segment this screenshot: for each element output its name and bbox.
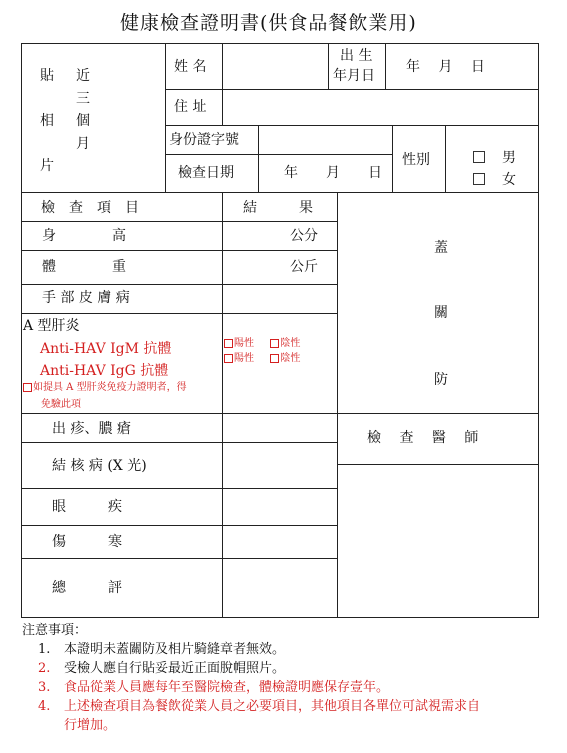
photo-label-col2-4: 月 [76,136,90,152]
note-1-number: 1. [38,642,51,657]
overall-evaluation-label: 總 評 [52,580,122,596]
igg-result-options: 陽性 陰性 [224,354,300,364]
immunity-exemption-note-cont: 免驗此項 [41,399,81,410]
female-checkbox[interactable] [473,173,485,185]
id-number-label: 身份證字號 [169,132,239,148]
stamp-char-3: 防 [434,372,448,388]
photo-label-col2-1: 近 [76,68,90,84]
header-exam-item: 檢 查 項 目 [41,200,139,216]
note-4-number: 4. [38,699,51,714]
igg-positive-checkbox[interactable] [224,354,233,363]
eye-disease-label: 眼 疾 [52,499,122,515]
document-title: 健康檢查證明書(供食品餐飲業用) [120,12,417,34]
photo-label-col1-1: 貼 [40,68,54,84]
exemption-checkbox[interactable] [23,383,32,392]
birth-label-line1: 出 生 [340,48,373,64]
skin-disease-label: 手 部 皮 膚 病 [42,290,130,306]
weight-unit: 公斤 [290,259,318,275]
photo-label-col1-2: 相 [40,113,54,129]
address-field[interactable] [223,90,537,124]
igm-negative-checkbox[interactable] [270,339,279,348]
weight-label: 體 重 [42,259,126,275]
photo-label-col2-3: 個 [76,113,90,129]
male-checkbox[interactable] [473,151,485,163]
hepatitis-a-label: A 型肝炎 [23,318,80,334]
igg-negative-checkbox[interactable] [270,354,279,363]
note-1-text: 本證明未蓋關防及相片騎縫章者無效。 [64,642,286,657]
name-label: 姓 名 [174,59,207,75]
male-label: 男 [502,150,516,166]
notes-heading: 注意事項： [22,623,88,638]
address-label: 住 址 [174,99,207,115]
photo-label-col2-2: 三 [76,91,90,107]
id-number-field[interactable] [259,126,391,153]
photo-label-col1-3: 片 [40,158,54,174]
exam-date-value[interactable]: 年 月 日 [284,165,382,181]
note-4-text: 上述檢查項目為餐飲從業人員之必要項目，其他項目各單位可試視需求自 [64,699,481,714]
igm-result-options: 陽性 陰性 [224,339,300,349]
rash-label: 出 疹、膿 瘡 [52,421,131,437]
doctor-signature-area[interactable] [338,465,538,616]
tuberculosis-label: 結 核 病 (X 光) [52,458,147,474]
immunity-exemption-note: 如提具 A 型肝炎免疫力證明者，得 [23,383,187,393]
gender-label: 性別 [402,152,430,168]
igm-antibody-label: Anti-HAV IgM 抗體 [40,341,172,357]
birth-label-line2: 年月日 [333,68,375,84]
note-2-text: 受檢人應自行貼妥最近正面脫帽照片。 [64,661,286,676]
name-field[interactable] [223,44,327,88]
stamp-char-1: 蓋 [434,240,448,256]
female-label: 女 [502,172,516,188]
note-3-number: 3. [38,680,51,695]
igg-antibody-label: Anti-HAV IgG 抗體 [40,363,169,379]
examining-doctor-label: 檢 查 醫 師 [367,430,479,446]
typhoid-label: 傷 寒 [52,534,122,550]
exam-date-label: 檢查日期 [178,165,234,181]
birth-date-value[interactable]: 年 月 日 [406,59,485,75]
stamp-char-2: 關 [434,305,448,321]
note-4-continuation: 行增加。 [64,718,117,733]
note-3-text: 食品從業人員應每年至醫院檢查，體檢證明應保存壹年。 [64,680,390,695]
note-2-number: 2. [38,661,51,676]
height-unit: 公分 [290,228,318,244]
header-result: 結 果 [243,200,313,216]
igm-positive-checkbox[interactable] [224,339,233,348]
height-label: 身 高 [42,228,126,244]
